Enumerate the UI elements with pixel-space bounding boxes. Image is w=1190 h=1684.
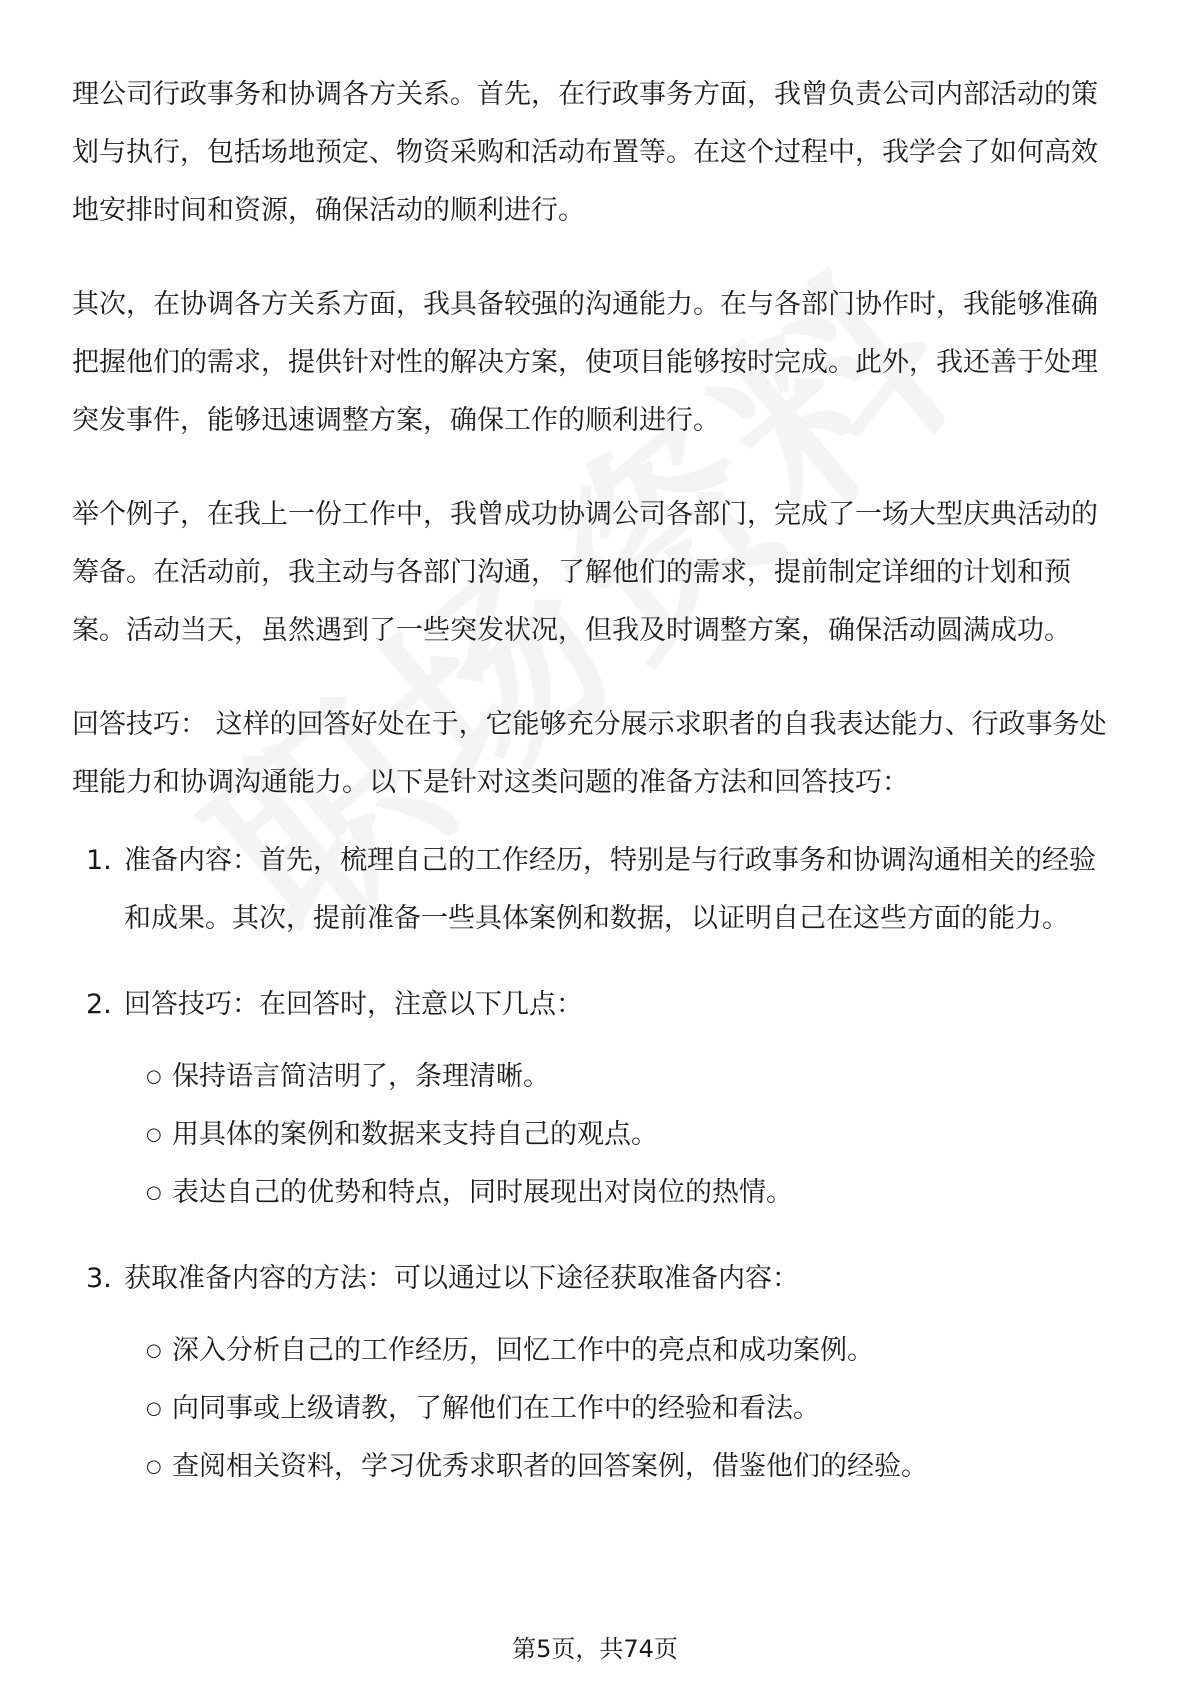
- list-number: 3.: [86, 1263, 112, 1294]
- sub-list-item-text: 向同事或上级请教，了解他们在工作中的经验和看法。: [172, 1393, 820, 1424]
- paragraph-4: 回答技巧： 这样的回答好处在于，它能够充分展示求职者的自我表达能力、行政事务处理能力和协调沟通能力。以下是针对这类问题的准备方法和回答技巧：: [72, 709, 1107, 798]
- paragraph-3: 举个例子，在我上一份工作中，我曾成功协调公司各部门，完成了一场大型庆典活动的筹备。在活动前，我主动与各部门沟通，了解他们的需求，提前制定详细的计划和预案。活动当天，虽然遇到了一些突发状况，但我及时调整方案，确保活动圆满成功。: [72, 499, 1098, 646]
- circle-bullet-icon: ○: [146, 1182, 162, 1203]
- circle-bullet-icon: ○: [146, 1340, 162, 1361]
- sub-list: [124, 1322, 1122, 1496]
- sub-list-item-text: 查阅相关资料，学习优秀求职者的回答案例，借鉴他们的经验。: [172, 1451, 928, 1482]
- sub-list-item: [124, 1048, 1122, 1106]
- list-item: [72, 832, 1122, 948]
- list-item: [72, 1250, 1122, 1496]
- circle-bullet-icon: ○: [146, 1066, 162, 1087]
- list-item: [72, 976, 1122, 1222]
- list-item-text: 准备内容：首先，梳理自己的工作经历，特别是与行政事务和协调沟通相关的经验和成果。其次，提前准备一些具体案例和数据，以证明自己在这些方面的能力。: [124, 845, 1096, 934]
- circle-bullet-icon: ○: [146, 1456, 162, 1477]
- circle-bullet-icon: ○: [146, 1124, 162, 1145]
- sub-list-item-text: 用具体的案例和数据来支持自己的观点。: [172, 1119, 658, 1150]
- list-item-text: 回答技巧：在回答时，注意以下几点：: [124, 989, 583, 1020]
- sub-list-item-text: 深入分析自己的工作经历，回忆工作中的亮点和成功案例。: [172, 1335, 874, 1366]
- sub-list: [124, 1048, 1122, 1222]
- sub-list-item: [124, 1438, 1122, 1496]
- sub-list-item: [124, 1380, 1122, 1438]
- tips-list: [72, 832, 1122, 1496]
- sub-list-item: [124, 1322, 1122, 1380]
- list-number: 1.: [86, 845, 112, 876]
- list-number: 2.: [86, 989, 112, 1020]
- paragraph-1: 理公司行政事务和协调各方关系。首先，在行政事务方面，我曾负责公司内部活动的策划与执行，包括场地预定、物资采购和活动布置等。在这个过程中，我学会了如何高效地安排时间和资源，确保活动的顺利进行。: [72, 79, 1098, 226]
- circle-bullet-icon: ○: [146, 1398, 162, 1419]
- sub-list-item-text: 保持语言简洁明了，条理清晰。: [172, 1061, 550, 1092]
- list-item-text: 获取准备内容的方法：可以通过以下途径获取准备内容：: [124, 1263, 799, 1294]
- paragraph-2: 其次，在协调各方关系方面，我具备较强的沟通能力。在与各部门协作时，我能够准确把握他们的需求，提供针对性的解决方案，使项目能够按时完成。此外，我还善于处理突发事件，能够迅速调整方案，确保工作的顺利进行。: [72, 289, 1098, 436]
- sub-list-item-text: 表达自己的优势和特点，同时展现出对岗位的热情。: [172, 1177, 793, 1208]
- sub-list-item: [124, 1106, 1122, 1164]
- document-body: [72, 66, 1122, 1524]
- sub-list-item: [124, 1164, 1122, 1222]
- page-footer: 第5页，共74页: [512, 1635, 678, 1663]
